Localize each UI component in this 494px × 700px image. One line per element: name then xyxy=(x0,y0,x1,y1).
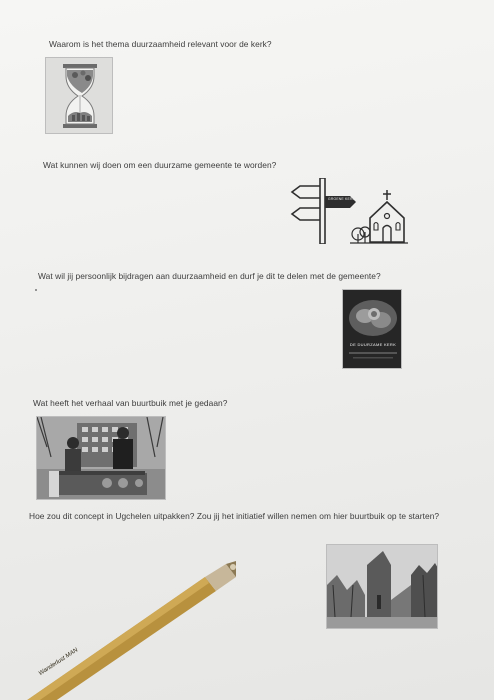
question-3: Wat wil jij persoonlijk bijdragen aan duurzaamheid en durf je dit te delen met de gemeente? xyxy=(38,271,381,281)
question-5: Hoe zou dit concept in Ugchelen uitpakken? Zou jij het initiatief willen nemen om hier buurtbuik op te starten? xyxy=(29,511,440,521)
pencil-imprint: Wanderlust MAN xyxy=(38,647,80,678)
book-title: DE DUURZAME KERK xyxy=(349,342,397,347)
pencil xyxy=(0,555,260,700)
question-4: Wat heeft het verhaal van buurtbuik met je gedaan? xyxy=(33,398,228,408)
signpost-label: GROENE KERK xyxy=(328,197,356,201)
church-photo xyxy=(326,544,438,629)
hourglass-image xyxy=(45,57,113,134)
church-icon xyxy=(350,190,412,244)
street-photo xyxy=(36,416,166,500)
book-cover-image xyxy=(342,289,402,369)
question-1: Waarom is het thema duurzaamheid relevant voor de kerk? xyxy=(49,39,272,49)
question-2: Wat kunnen wij doen om een duurzame gemeente te worden? xyxy=(43,160,277,170)
paper-speck xyxy=(35,289,37,291)
